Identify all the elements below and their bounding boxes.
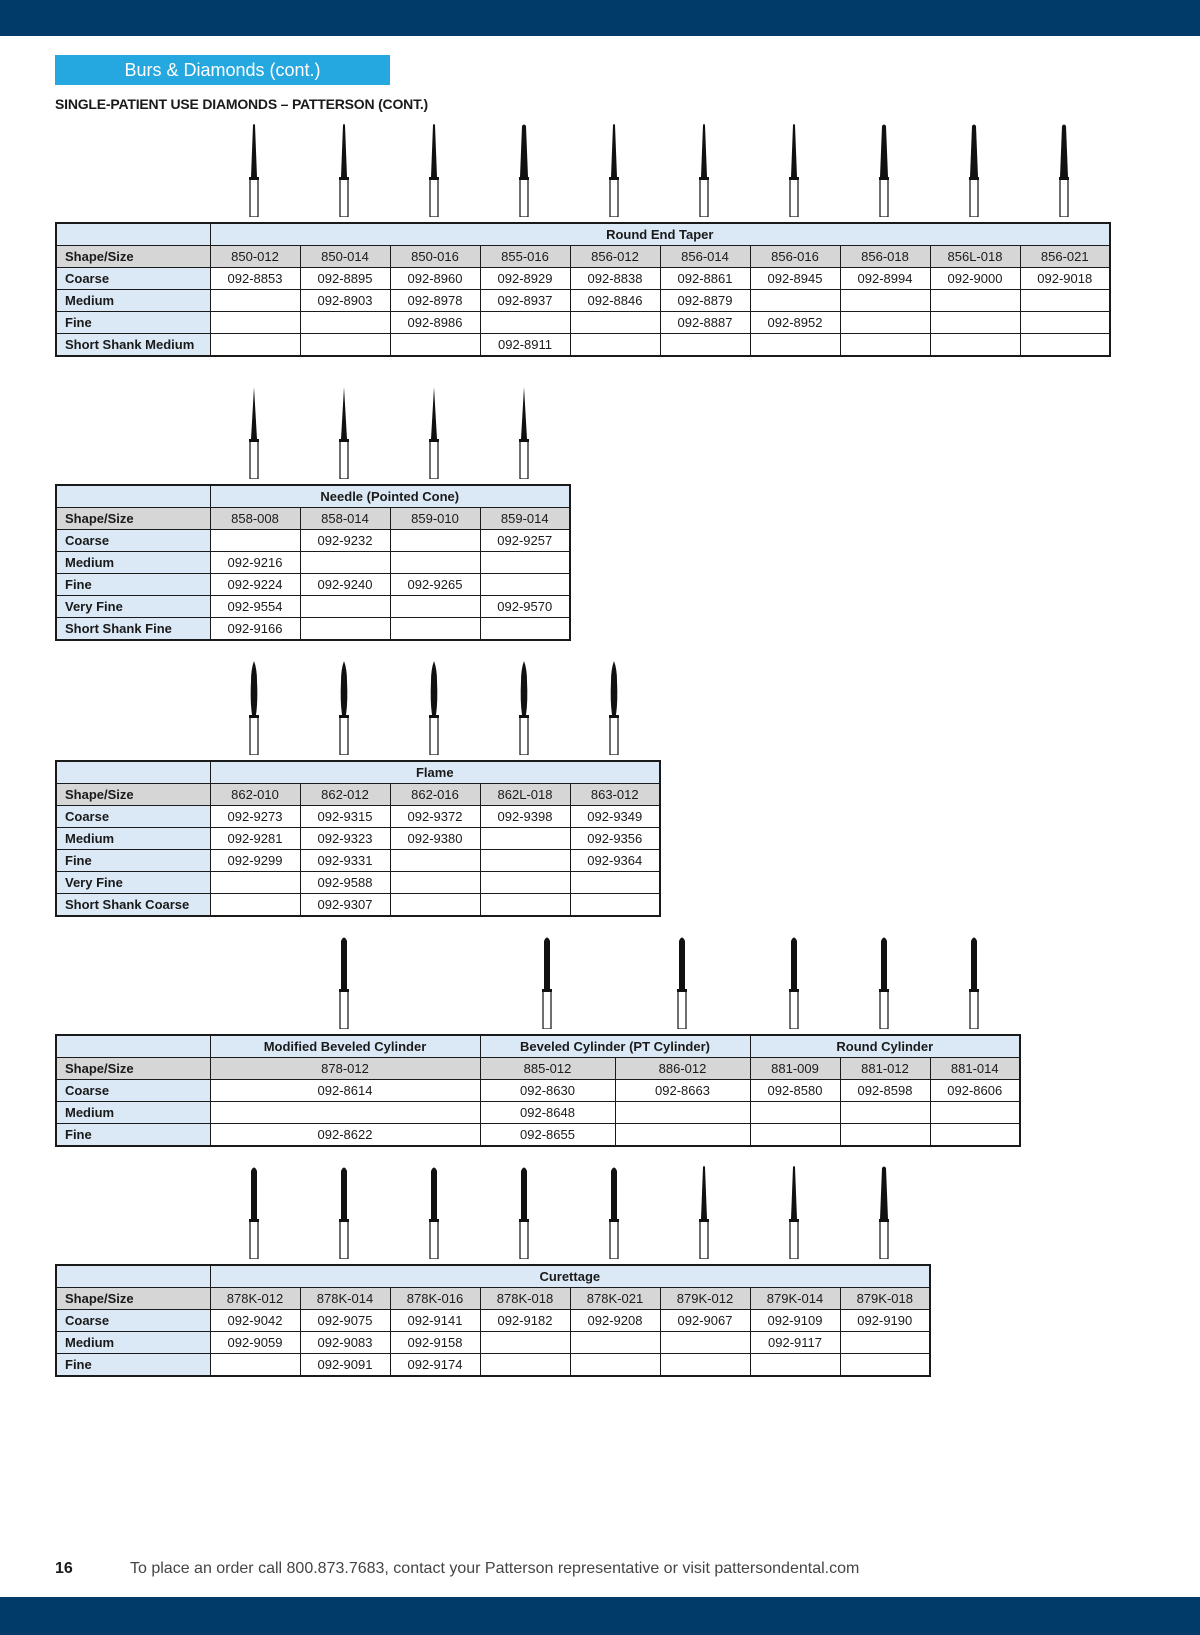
table-row bbox=[56, 872, 660, 894]
item-number-cell: 092-9232 bbox=[300, 530, 390, 552]
item-number-cell: 092-8648 bbox=[480, 1102, 615, 1124]
item-number-cell: 092-9281 bbox=[210, 828, 300, 850]
item-number-cell bbox=[480, 872, 570, 894]
item-number-cell: 092-9042 bbox=[210, 1310, 300, 1332]
item-number-cell bbox=[210, 1102, 480, 1124]
item-number-cell: 092-9091 bbox=[300, 1354, 390, 1377]
bur-862-016-icon bbox=[427, 661, 441, 760]
item-number-cell bbox=[1020, 334, 1110, 357]
item-number-cell bbox=[660, 1332, 750, 1354]
item-number-cell bbox=[570, 312, 660, 334]
item-number-cell: 092-9307 bbox=[300, 894, 390, 917]
item-number-cell bbox=[390, 894, 480, 917]
bur-illustrations bbox=[55, 126, 1109, 222]
header-blank-cell bbox=[56, 1035, 210, 1058]
item-number-cell: 092-8580 bbox=[750, 1080, 840, 1102]
top-bar bbox=[0, 0, 1200, 36]
row-label-shape-size: Shape/Size bbox=[56, 1058, 210, 1080]
size-cell: 881-009 bbox=[750, 1058, 840, 1080]
group-header: Needle (Pointed Cone) bbox=[210, 485, 570, 508]
item-number-cell: 092-8663 bbox=[615, 1080, 750, 1102]
item-number-cell: 092-9315 bbox=[300, 806, 390, 828]
item-number-cell: 092-9067 bbox=[660, 1310, 750, 1332]
row-label: Fine bbox=[56, 850, 210, 872]
table-row bbox=[56, 596, 570, 618]
bur-862L-018-icon bbox=[517, 661, 531, 760]
group-header: Modified Beveled Cylinder bbox=[210, 1035, 480, 1058]
size-cell: 856-018 bbox=[840, 246, 930, 268]
item-number-cell: 092-9372 bbox=[390, 806, 480, 828]
size-cell: 881-012 bbox=[840, 1058, 930, 1080]
table-row bbox=[56, 1080, 1020, 1102]
item-number-cell bbox=[615, 1102, 750, 1124]
item-number-cell: 092-8895 bbox=[300, 268, 390, 290]
table-row bbox=[56, 334, 1110, 357]
item-number-cell: 092-8853 bbox=[210, 268, 300, 290]
page-number: 16 bbox=[55, 1560, 73, 1577]
item-number-cell bbox=[840, 334, 930, 357]
item-number-cell bbox=[840, 1102, 930, 1124]
bur-881-014-icon bbox=[967, 935, 981, 1034]
footer-contact-text: To place an order call 800.873.7683, contact your Patterson representative or visit pattersondental.com bbox=[130, 1560, 860, 1577]
item-number-cell bbox=[390, 618, 480, 641]
table-row bbox=[56, 850, 660, 872]
item-number-cell: 092-8655 bbox=[480, 1124, 615, 1147]
item-number-cell: 092-9224 bbox=[210, 574, 300, 596]
item-number-cell: 092-9158 bbox=[390, 1332, 480, 1354]
row-label: Fine bbox=[56, 312, 210, 334]
item-number-cell: 092-8978 bbox=[390, 290, 480, 312]
bur-878K-018-icon bbox=[517, 1165, 531, 1264]
bur-850-014-icon bbox=[337, 123, 351, 222]
item-number-cell bbox=[300, 618, 390, 641]
item-number-cell: 092-9018 bbox=[1020, 268, 1110, 290]
size-cell: 859-010 bbox=[390, 508, 480, 530]
cylinders-block bbox=[55, 938, 1021, 1147]
size-cell: 850-012 bbox=[210, 246, 300, 268]
size-cell: 856-021 bbox=[1020, 246, 1110, 268]
size-cell: 855-016 bbox=[480, 246, 570, 268]
item-number-cell: 092-9182 bbox=[480, 1310, 570, 1332]
row-label: Medium bbox=[56, 1332, 210, 1354]
row-label-shape-size: Shape/Size bbox=[56, 508, 210, 530]
item-number-cell: 092-9257 bbox=[480, 530, 570, 552]
table-row bbox=[56, 1332, 930, 1354]
row-label: Fine bbox=[56, 574, 210, 596]
bur-862-010-icon bbox=[247, 661, 261, 760]
bur-illustrations bbox=[55, 664, 659, 760]
group-header: Round Cylinder bbox=[750, 1035, 1020, 1058]
item-number-cell bbox=[750, 290, 840, 312]
item-number-cell: 092-9299 bbox=[210, 850, 300, 872]
item-number-cell: 092-9331 bbox=[300, 850, 390, 872]
item-number-cell: 092-9117 bbox=[750, 1332, 840, 1354]
item-number-cell bbox=[615, 1124, 750, 1147]
section-banner: Burs & Diamonds (cont.) bbox=[55, 55, 390, 85]
size-cell: 885-012 bbox=[480, 1058, 615, 1080]
item-number-cell bbox=[210, 312, 300, 334]
item-number-cell: 092-8903 bbox=[300, 290, 390, 312]
bur-858-008-icon bbox=[247, 385, 261, 484]
item-number-cell bbox=[210, 530, 300, 552]
bur-illustrations bbox=[55, 388, 569, 484]
table-row bbox=[56, 574, 570, 596]
row-label: Medium bbox=[56, 1102, 210, 1124]
bur-886-012-icon bbox=[675, 935, 689, 1034]
item-number-cell bbox=[390, 850, 480, 872]
item-number-cell bbox=[480, 574, 570, 596]
item-number-cell: 092-9240 bbox=[300, 574, 390, 596]
item-number-cell: 092-8887 bbox=[660, 312, 750, 334]
table-row bbox=[56, 268, 1110, 290]
item-number-cell: 092-8838 bbox=[570, 268, 660, 290]
item-number-cell: 092-9166 bbox=[210, 618, 300, 641]
group-header: Round End Taper bbox=[210, 223, 1110, 246]
bur-856-016-icon bbox=[787, 123, 801, 222]
item-number-cell bbox=[570, 894, 660, 917]
bur-879K-018-icon bbox=[877, 1165, 891, 1264]
bur-856-018-icon bbox=[877, 123, 891, 222]
row-label-shape-size: Shape/Size bbox=[56, 1288, 210, 1310]
size-cell: 878K-018 bbox=[480, 1288, 570, 1310]
size-cell: 850-014 bbox=[300, 246, 390, 268]
row-label: Coarse bbox=[56, 1310, 210, 1332]
item-number-cell: 092-8598 bbox=[840, 1080, 930, 1102]
item-number-cell bbox=[210, 290, 300, 312]
item-number-cell: 092-9570 bbox=[480, 596, 570, 618]
row-label: Medium bbox=[56, 828, 210, 850]
item-number-cell: 092-9000 bbox=[930, 268, 1020, 290]
table-row bbox=[56, 1310, 930, 1332]
size-cell: 878K-014 bbox=[300, 1288, 390, 1310]
item-number-cell: 092-9380 bbox=[390, 828, 480, 850]
bur-855-016-icon bbox=[517, 123, 531, 222]
bur-856-014-icon bbox=[697, 123, 711, 222]
item-number-cell bbox=[1020, 312, 1110, 334]
item-number-cell bbox=[750, 1354, 840, 1377]
round-end-taper-block bbox=[55, 126, 1111, 357]
size-cell: 863-012 bbox=[570, 784, 660, 806]
size-cell: 881-014 bbox=[930, 1058, 1020, 1080]
item-number-cell bbox=[390, 334, 480, 357]
row-label-shape-size: Shape/Size bbox=[56, 784, 210, 806]
row-label: Very Fine bbox=[56, 872, 210, 894]
item-number-cell bbox=[480, 850, 570, 872]
curettage-block bbox=[55, 1168, 931, 1377]
bur-879K-014-icon bbox=[787, 1165, 801, 1264]
item-number-cell: 092-8614 bbox=[210, 1080, 480, 1102]
size-cell: 850-016 bbox=[390, 246, 480, 268]
size-cell: 879K-012 bbox=[660, 1288, 750, 1310]
item-number-cell bbox=[210, 334, 300, 357]
item-number-cell: 092-8911 bbox=[480, 334, 570, 357]
table-row bbox=[56, 806, 660, 828]
item-number-cell bbox=[930, 1124, 1020, 1147]
item-number-cell: 092-9398 bbox=[480, 806, 570, 828]
bur-878K-014-icon bbox=[337, 1165, 351, 1264]
item-number-cell: 092-9083 bbox=[300, 1332, 390, 1354]
table-row bbox=[56, 530, 570, 552]
bur-856-012-icon bbox=[607, 123, 621, 222]
item-number-cell bbox=[390, 552, 480, 574]
item-number-cell bbox=[570, 334, 660, 357]
table-row bbox=[56, 312, 1110, 334]
bur-858-014-icon bbox=[337, 385, 351, 484]
item-number-cell: 092-9216 bbox=[210, 552, 300, 574]
bur-879K-012-icon bbox=[697, 1165, 711, 1264]
row-label: Medium bbox=[56, 290, 210, 312]
bur-878K-021-icon bbox=[607, 1165, 621, 1264]
item-number-cell: 092-8986 bbox=[390, 312, 480, 334]
table-row bbox=[56, 552, 570, 574]
bottom-bar bbox=[0, 1597, 1200, 1635]
size-cell: 878K-016 bbox=[390, 1288, 480, 1310]
size-cell: 856-012 bbox=[570, 246, 660, 268]
item-number-cell: 092-9190 bbox=[840, 1310, 930, 1332]
item-number-cell: 092-9141 bbox=[390, 1310, 480, 1332]
bur-850-016-icon bbox=[427, 123, 441, 222]
item-number-cell: 092-9554 bbox=[210, 596, 300, 618]
item-number-cell bbox=[750, 1102, 840, 1124]
bur-878-012-icon bbox=[337, 935, 351, 1034]
item-number-cell: 092-9349 bbox=[570, 806, 660, 828]
needle-table bbox=[55, 484, 571, 641]
bur-862-012-icon bbox=[337, 661, 351, 760]
item-number-cell bbox=[480, 552, 570, 574]
curettage-table bbox=[55, 1264, 931, 1377]
bur-859-010-icon bbox=[427, 385, 441, 484]
item-number-cell bbox=[840, 312, 930, 334]
table-row bbox=[56, 1354, 930, 1377]
size-cell: 879K-018 bbox=[840, 1288, 930, 1310]
size-cell: 856L-018 bbox=[930, 246, 1020, 268]
page-subtitle: SINGLE-PATIENT USE DIAMONDS – PATTERSON (CONT.) bbox=[55, 96, 429, 112]
item-number-cell bbox=[660, 1354, 750, 1377]
item-number-cell bbox=[750, 1124, 840, 1147]
row-label: Coarse bbox=[56, 1080, 210, 1102]
item-number-cell bbox=[210, 1354, 300, 1377]
bur-859-014-icon bbox=[517, 385, 531, 484]
item-number-cell bbox=[930, 334, 1020, 357]
item-number-cell bbox=[570, 1332, 660, 1354]
item-number-cell: 092-8630 bbox=[480, 1080, 615, 1102]
table-row bbox=[56, 618, 570, 641]
item-number-cell bbox=[660, 334, 750, 357]
item-number-cell: 092-8994 bbox=[840, 268, 930, 290]
header-blank-cell bbox=[56, 223, 210, 246]
item-number-cell bbox=[930, 290, 1020, 312]
size-cell: 858-008 bbox=[210, 508, 300, 530]
row-label: Coarse bbox=[56, 268, 210, 290]
bur-881-012-icon bbox=[877, 935, 891, 1034]
item-number-cell bbox=[300, 334, 390, 357]
row-label: Fine bbox=[56, 1124, 210, 1147]
item-number-cell bbox=[1020, 290, 1110, 312]
table-row bbox=[56, 1102, 1020, 1124]
size-cell: 856-016 bbox=[750, 246, 840, 268]
group-header: Beveled Cylinder (PT Cylinder) bbox=[480, 1035, 750, 1058]
item-number-cell: 092-9075 bbox=[300, 1310, 390, 1332]
item-number-cell: 092-9356 bbox=[570, 828, 660, 850]
bur-856-021-icon bbox=[1057, 123, 1071, 222]
size-cell: 858-014 bbox=[300, 508, 390, 530]
item-number-cell bbox=[840, 290, 930, 312]
item-number-cell bbox=[300, 312, 390, 334]
row-label: Coarse bbox=[56, 806, 210, 828]
header-blank-cell bbox=[56, 485, 210, 508]
flame-table bbox=[55, 760, 661, 917]
item-number-cell bbox=[390, 872, 480, 894]
size-cell: 878K-021 bbox=[570, 1288, 660, 1310]
row-label: Medium bbox=[56, 552, 210, 574]
item-number-cell: 092-8606 bbox=[930, 1080, 1020, 1102]
item-number-cell: 092-8960 bbox=[390, 268, 480, 290]
item-number-cell bbox=[840, 1124, 930, 1147]
item-number-cell bbox=[480, 1332, 570, 1354]
size-cell: 862-010 bbox=[210, 784, 300, 806]
round-end-taper-table bbox=[55, 222, 1111, 357]
item-number-cell bbox=[570, 872, 660, 894]
bur-878K-012-icon bbox=[247, 1165, 261, 1264]
size-cell: 862-016 bbox=[390, 784, 480, 806]
row-label-shape-size: Shape/Size bbox=[56, 246, 210, 268]
header-blank-cell bbox=[56, 1265, 210, 1288]
item-number-cell bbox=[480, 312, 570, 334]
bur-856L-018-icon bbox=[967, 123, 981, 222]
item-number-cell: 092-9273 bbox=[210, 806, 300, 828]
bur-863-012-icon bbox=[607, 661, 621, 760]
group-header: Curettage bbox=[210, 1265, 930, 1288]
row-label: Short Shank Medium bbox=[56, 334, 210, 357]
item-number-cell: 092-8879 bbox=[660, 290, 750, 312]
item-number-cell bbox=[840, 1332, 930, 1354]
item-number-cell: 092-9265 bbox=[390, 574, 480, 596]
item-number-cell bbox=[480, 1354, 570, 1377]
item-number-cell bbox=[750, 334, 840, 357]
item-number-cell: 092-9059 bbox=[210, 1332, 300, 1354]
table-row bbox=[56, 894, 660, 917]
bur-850-012-icon bbox=[247, 123, 261, 222]
item-number-cell bbox=[300, 596, 390, 618]
size-cell: 886-012 bbox=[615, 1058, 750, 1080]
size-cell: 862-012 bbox=[300, 784, 390, 806]
row-label: Short Shank Fine bbox=[56, 618, 210, 641]
item-number-cell: 092-9364 bbox=[570, 850, 660, 872]
item-number-cell: 092-8937 bbox=[480, 290, 570, 312]
item-number-cell bbox=[210, 872, 300, 894]
size-cell: 879K-014 bbox=[750, 1288, 840, 1310]
item-number-cell bbox=[480, 828, 570, 850]
item-number-cell: 092-8846 bbox=[570, 290, 660, 312]
bur-885-012-icon bbox=[540, 935, 554, 1034]
flame-block bbox=[55, 664, 661, 917]
item-number-cell bbox=[210, 894, 300, 917]
table-row bbox=[56, 828, 660, 850]
item-number-cell bbox=[570, 1354, 660, 1377]
item-number-cell bbox=[390, 596, 480, 618]
item-number-cell bbox=[480, 618, 570, 641]
item-number-cell: 092-8929 bbox=[480, 268, 570, 290]
size-cell: 856-014 bbox=[660, 246, 750, 268]
item-number-cell bbox=[300, 552, 390, 574]
bur-illustrations bbox=[55, 1168, 929, 1264]
item-number-cell: 092-9109 bbox=[750, 1310, 840, 1332]
row-label: Coarse bbox=[56, 530, 210, 552]
size-cell: 878K-012 bbox=[210, 1288, 300, 1310]
row-label: Short Shank Coarse bbox=[56, 894, 210, 917]
item-number-cell: 092-8861 bbox=[660, 268, 750, 290]
table-row bbox=[56, 1124, 1020, 1147]
item-number-cell: 092-9208 bbox=[570, 1310, 660, 1332]
item-number-cell: 092-8622 bbox=[210, 1124, 480, 1147]
size-cell: 862L-018 bbox=[480, 784, 570, 806]
bur-878K-016-icon bbox=[427, 1165, 441, 1264]
bur-881-009-icon bbox=[787, 935, 801, 1034]
item-number-cell bbox=[840, 1354, 930, 1377]
row-label: Very Fine bbox=[56, 596, 210, 618]
group-header: Flame bbox=[210, 761, 660, 784]
item-number-cell: 092-9588 bbox=[300, 872, 390, 894]
item-number-cell: 092-8945 bbox=[750, 268, 840, 290]
item-number-cell: 092-9323 bbox=[300, 828, 390, 850]
size-cell: 859-014 bbox=[480, 508, 570, 530]
bur-illustrations bbox=[55, 938, 1019, 1034]
item-number-cell bbox=[390, 530, 480, 552]
item-number-cell: 092-9174 bbox=[390, 1354, 480, 1377]
size-cell: 878-012 bbox=[210, 1058, 480, 1080]
row-label: Fine bbox=[56, 1354, 210, 1377]
needle-block bbox=[55, 388, 571, 641]
item-number-cell bbox=[930, 312, 1020, 334]
item-number-cell: 092-8952 bbox=[750, 312, 840, 334]
cylinders-table bbox=[55, 1034, 1021, 1147]
header-blank-cell bbox=[56, 761, 210, 784]
table-row bbox=[56, 290, 1110, 312]
item-number-cell bbox=[480, 894, 570, 917]
item-number-cell bbox=[930, 1102, 1020, 1124]
